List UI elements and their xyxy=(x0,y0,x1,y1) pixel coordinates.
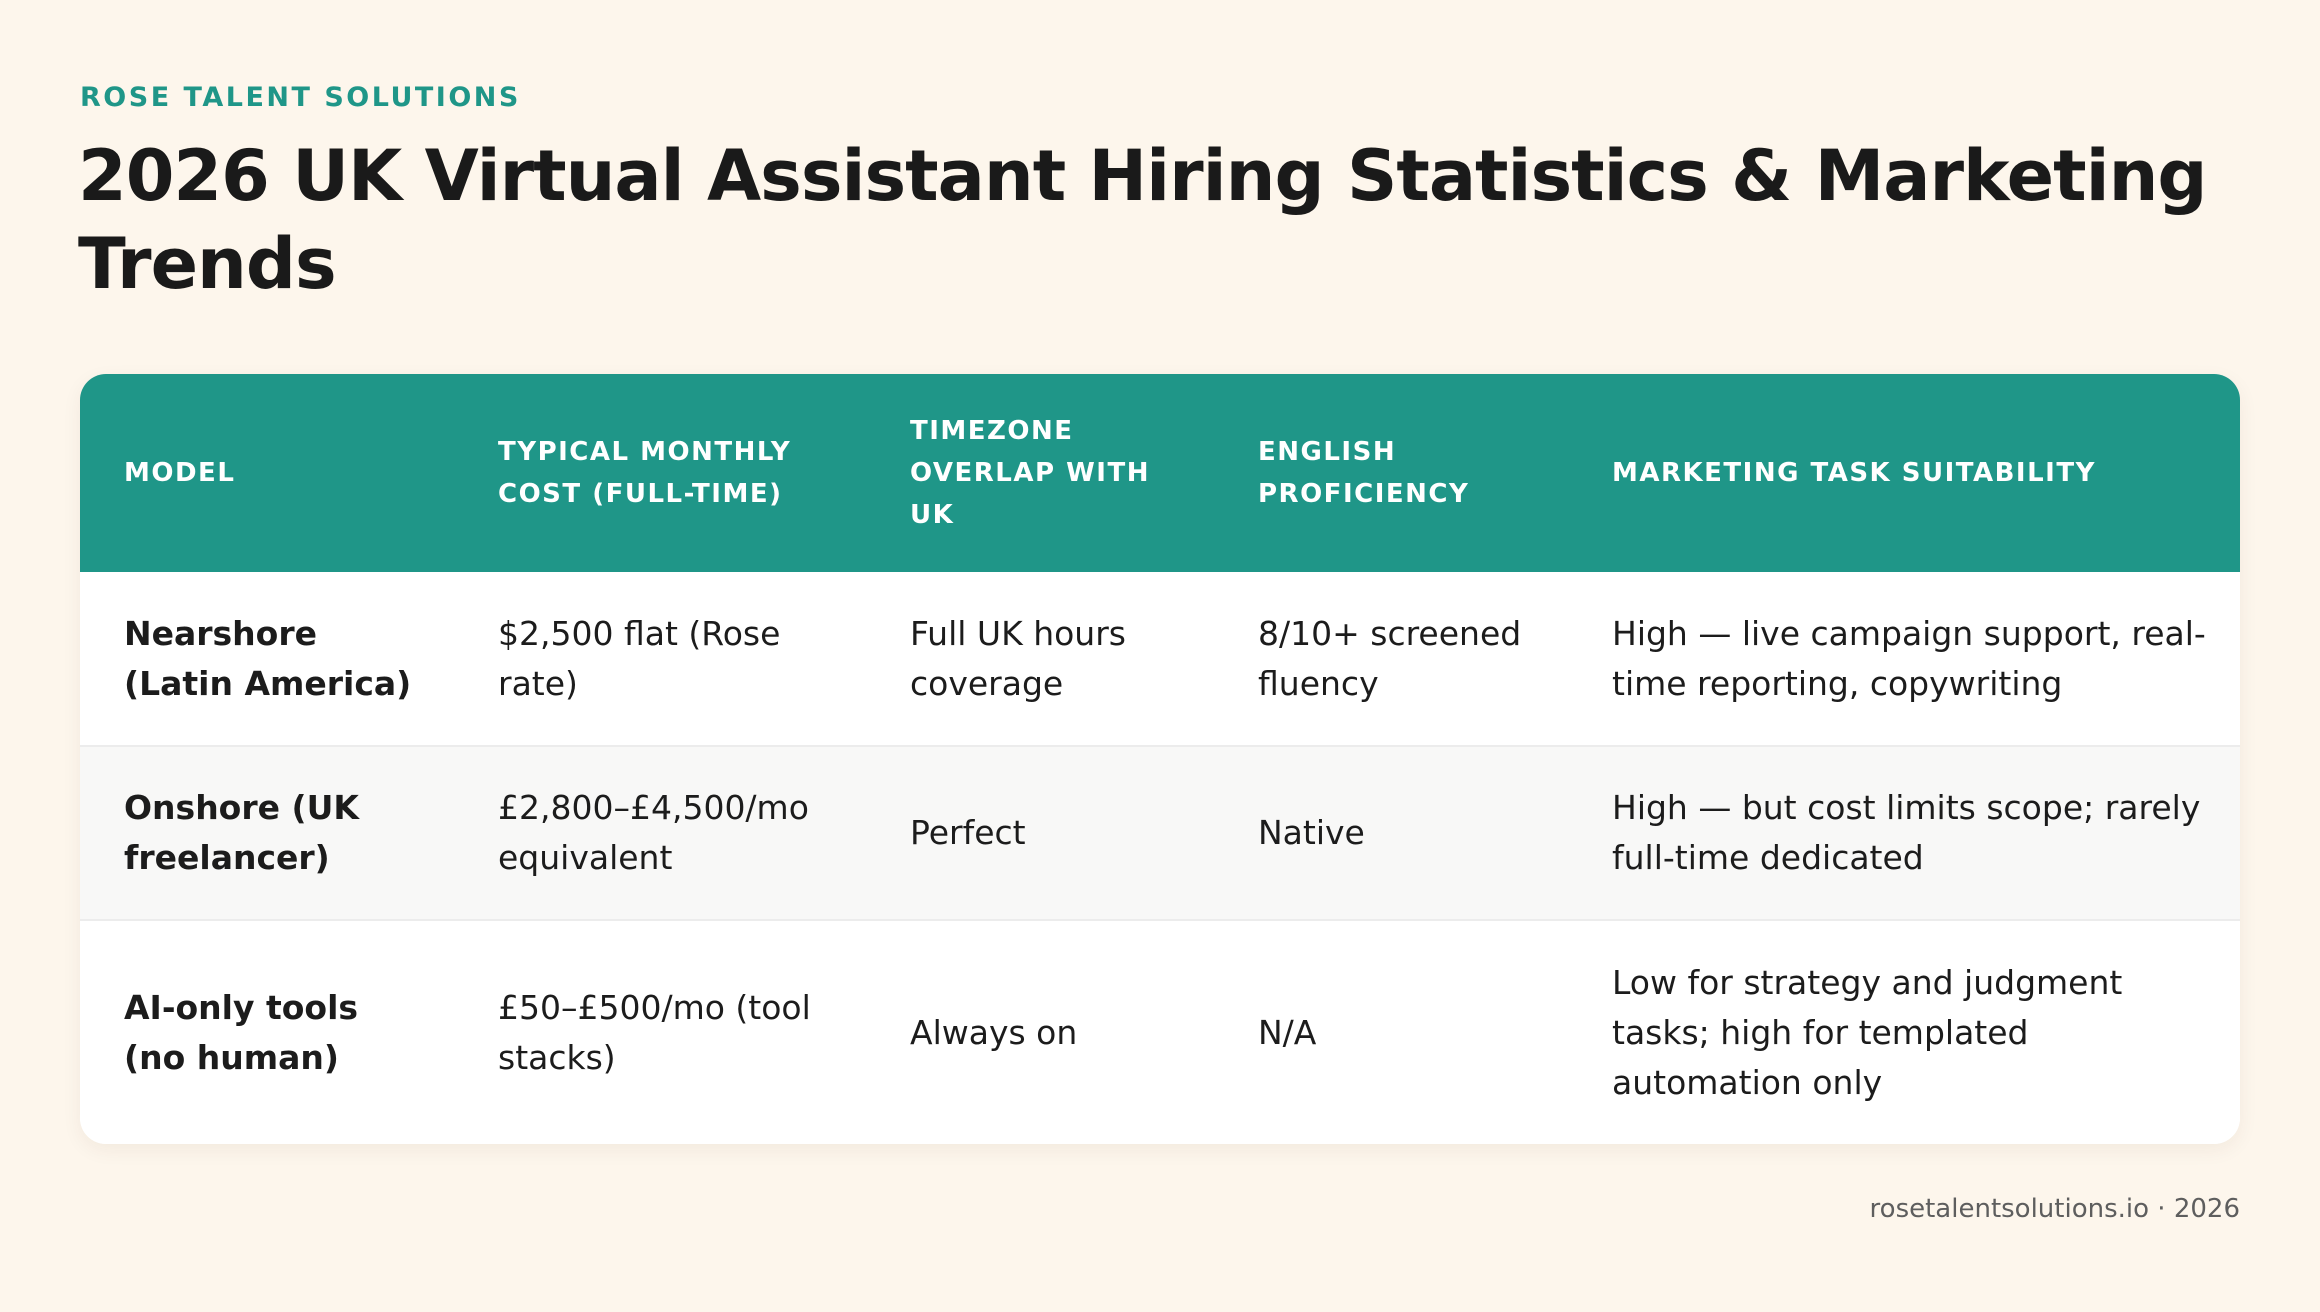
cell-english: N/A xyxy=(1258,1012,1317,1052)
cell-model: AI-only tools (no human) xyxy=(124,987,359,1077)
header-model: MODEL xyxy=(124,458,236,488)
table-row xyxy=(80,920,2240,1144)
cell-cost: $2,500 flat (Rose rate) xyxy=(498,613,781,703)
cell-suitability: High — live campaign support, real-time reporting, copywriting xyxy=(1612,613,2206,703)
header-english-proficiency: ENGLISH PROFICIENCY xyxy=(1258,437,1470,509)
comparison-table-card xyxy=(80,374,2240,1144)
header-timezone-overlap: TIMEZONE OVERLAP WITH UK xyxy=(910,416,1150,530)
table-row xyxy=(80,746,2240,920)
cell-english: Native xyxy=(1258,813,1365,852)
cell-cost: £50–£500/mo (tool stacks) xyxy=(498,987,811,1077)
comparison-table xyxy=(80,374,2240,1144)
cell-timezone: Perfect xyxy=(910,813,1026,852)
brand-name: ROSE TALENT SOLUTIONS xyxy=(80,82,521,113)
header-marketing-suitability: MARKETING TASK SUITABILITY xyxy=(1612,458,2096,488)
page-title: 2026 UK Virtual Assistant Hiring Statistics & Marketing Trends xyxy=(78,135,2207,305)
cell-english: 8/10+ screened fluency xyxy=(1258,613,1522,703)
cell-timezone: Full UK hours coverage xyxy=(910,613,1126,703)
cell-cost: £2,800–£4,500/mo equivalent xyxy=(498,788,809,877)
footer-credit: rosetalentsolutions.io · 2026 xyxy=(1869,1194,2240,1224)
cell-model: Nearshore (Latin America) xyxy=(124,613,412,703)
cell-model: Onshore (UK freelancer) xyxy=(124,788,359,877)
table-header-row xyxy=(80,374,2240,572)
header-monthly-cost: TYPICAL MONTHLY COST (FULL-TIME) xyxy=(498,437,792,509)
cell-timezone: Always on xyxy=(910,1012,1078,1052)
cell-suitability: Low for strategy and judgment tasks; high for templated automation only xyxy=(1612,962,2123,1102)
table-row xyxy=(80,572,2240,746)
cell-suitability: High — but cost limits scope; rarely full-time dedicated xyxy=(1612,788,2201,877)
